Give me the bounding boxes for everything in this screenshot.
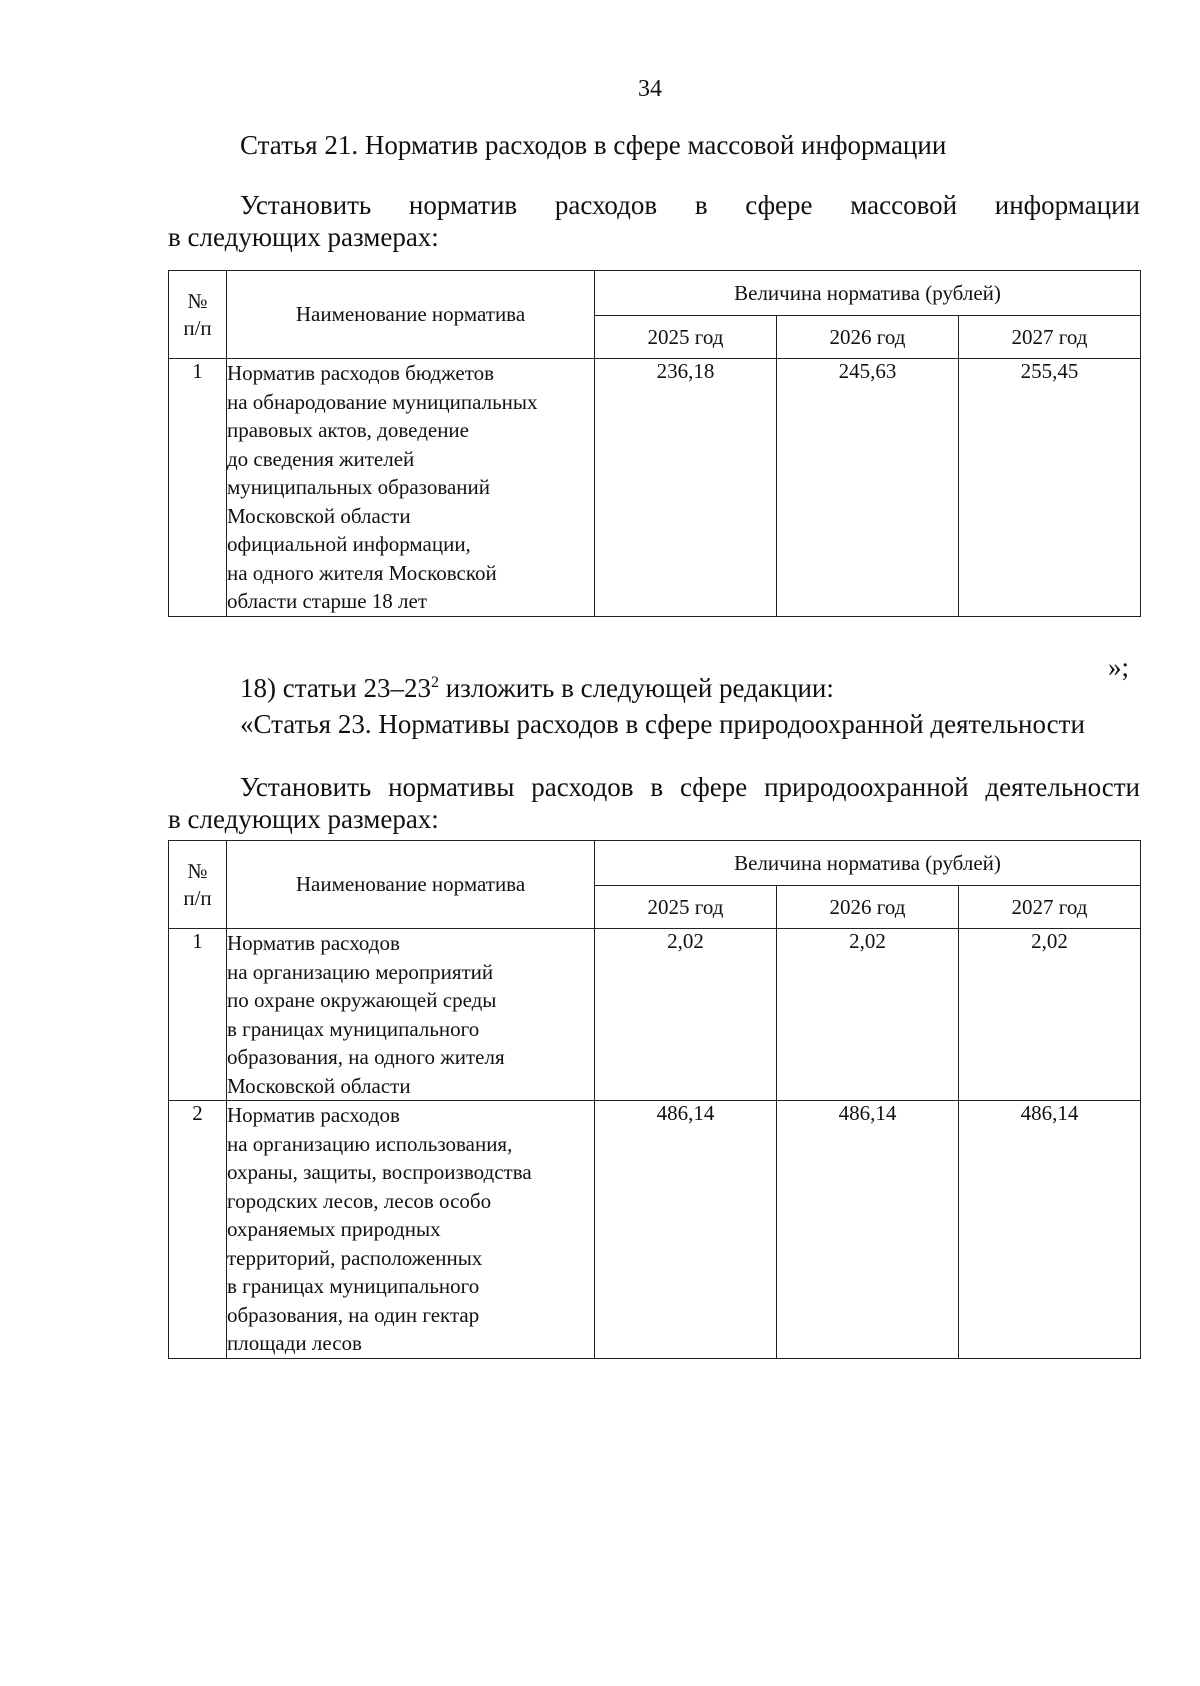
- row-value-2025: 486,14: [595, 1101, 777, 1359]
- row-value-2026: 2,02: [777, 929, 959, 1101]
- row-num: 2: [169, 1101, 227, 1359]
- article-23-heading: «Статья 23. Нормативы расходов в сфере природоохранной деятельности: [240, 709, 1085, 739]
- row-name-line: Московской области: [227, 1073, 411, 1098]
- environment-norms-table: [168, 840, 1141, 1359]
- header-name: Наименование норматива: [227, 271, 595, 359]
- row-value-2027: 2,02: [959, 929, 1141, 1101]
- row-name-line: Норматив расходов: [227, 931, 400, 955]
- article-23-intro-line1: Установить нормативы расходов в сфере природоохранной деятельности: [240, 772, 1140, 802]
- row-name: [227, 929, 595, 1101]
- header-name: Наименование норматива: [227, 841, 595, 929]
- header-num: [169, 841, 227, 929]
- header-year-2027: 2027 год: [959, 886, 1141, 929]
- table-row: [169, 929, 1141, 1101]
- article-21-intro-line1: Установить норматив расходов в сфере массовой информации: [240, 190, 1140, 220]
- row-name-line: охраняемых природных: [227, 1217, 441, 1241]
- amendment-prefix: 18) статьи 23–23: [240, 673, 431, 703]
- row-name-line: области старше 18 лет: [227, 589, 427, 613]
- table-row: [169, 1101, 1141, 1359]
- row-name-line: на обнародование муниципальных: [227, 389, 538, 414]
- page-number: 34: [638, 76, 662, 102]
- article-23-intro-line2: в следующих размерах:: [168, 804, 439, 834]
- header-year-2025: 2025 год: [595, 316, 777, 359]
- row-name-line: муниципальных образований: [227, 475, 490, 499]
- header-num-pp: п/п: [183, 885, 212, 910]
- row-name-line: официальной информации,: [227, 532, 471, 556]
- row-name-line: площади лесов: [227, 1331, 362, 1355]
- row-name-line: в границах муниципального: [227, 1274, 480, 1298]
- row-value-2027: 486,14: [959, 1101, 1141, 1359]
- row-name-line: Московской области: [227, 503, 411, 528]
- header-num-pp: п/п: [183, 315, 212, 340]
- row-name-line: образования, на один гектар: [227, 1302, 480, 1327]
- row-name-line: на одного жителя Московской: [227, 560, 497, 585]
- row-name-line: на организацию использования,: [227, 1131, 513, 1156]
- header-value: Величина норматива (рублей): [595, 271, 1141, 316]
- row-name-line: Норматив расходов бюджетов: [227, 361, 495, 385]
- row-name-line: городских лесов, лесов особо: [227, 1188, 492, 1213]
- row-name-line: территорий, расположенных: [227, 1245, 483, 1270]
- header-year-2025: 2025 год: [595, 886, 777, 929]
- amendment-superscript: 2: [430, 674, 439, 691]
- row-value-2025: 236,18: [595, 359, 777, 617]
- row-name: [227, 1101, 595, 1359]
- row-name: [227, 359, 595, 617]
- header-year-2026: 2026 год: [777, 886, 959, 929]
- article-21-heading: Статья 21. Норматив расходов в сфере массовой информации: [240, 130, 947, 160]
- row-name-line: в границах муниципального: [227, 1016, 480, 1041]
- header-num-sign: №: [187, 288, 208, 313]
- row-name-line: на организацию мероприятий: [227, 959, 494, 984]
- row-num: 1: [169, 359, 227, 617]
- amendment-line: [240, 673, 834, 704]
- row-value-2025: 2,02: [595, 929, 777, 1101]
- row-name-line: образования, на одного жителя: [227, 1045, 505, 1069]
- header-year-2027: 2027 год: [959, 316, 1141, 359]
- row-name-line: Норматив расходов: [227, 1103, 400, 1127]
- table-row: [169, 359, 1141, 617]
- row-name-line: до сведения жителей: [227, 446, 415, 471]
- media-norms-table: [168, 270, 1141, 617]
- row-name-line: правовых актов, доведение: [227, 418, 469, 442]
- amendment-suffix: изложить в следующей редакции:: [438, 673, 834, 703]
- closing-quote: »;: [1108, 652, 1130, 682]
- article-21-intro-line2: в следующих размерах:: [168, 222, 439, 252]
- header-num: [169, 271, 227, 359]
- row-value-2026: 245,63: [777, 359, 959, 617]
- header-value: Величина норматива (рублей): [595, 841, 1141, 886]
- row-value-2027: 255,45: [959, 359, 1141, 617]
- row-name-line: по охране окружающей среды: [227, 988, 497, 1012]
- row-value-2026: 486,14: [777, 1101, 959, 1359]
- header-year-2026: 2026 год: [777, 316, 959, 359]
- row-num: 1: [169, 929, 227, 1101]
- header-num-sign: №: [187, 858, 208, 883]
- row-name-line: охраны, защиты, воспроизводства: [227, 1160, 532, 1184]
